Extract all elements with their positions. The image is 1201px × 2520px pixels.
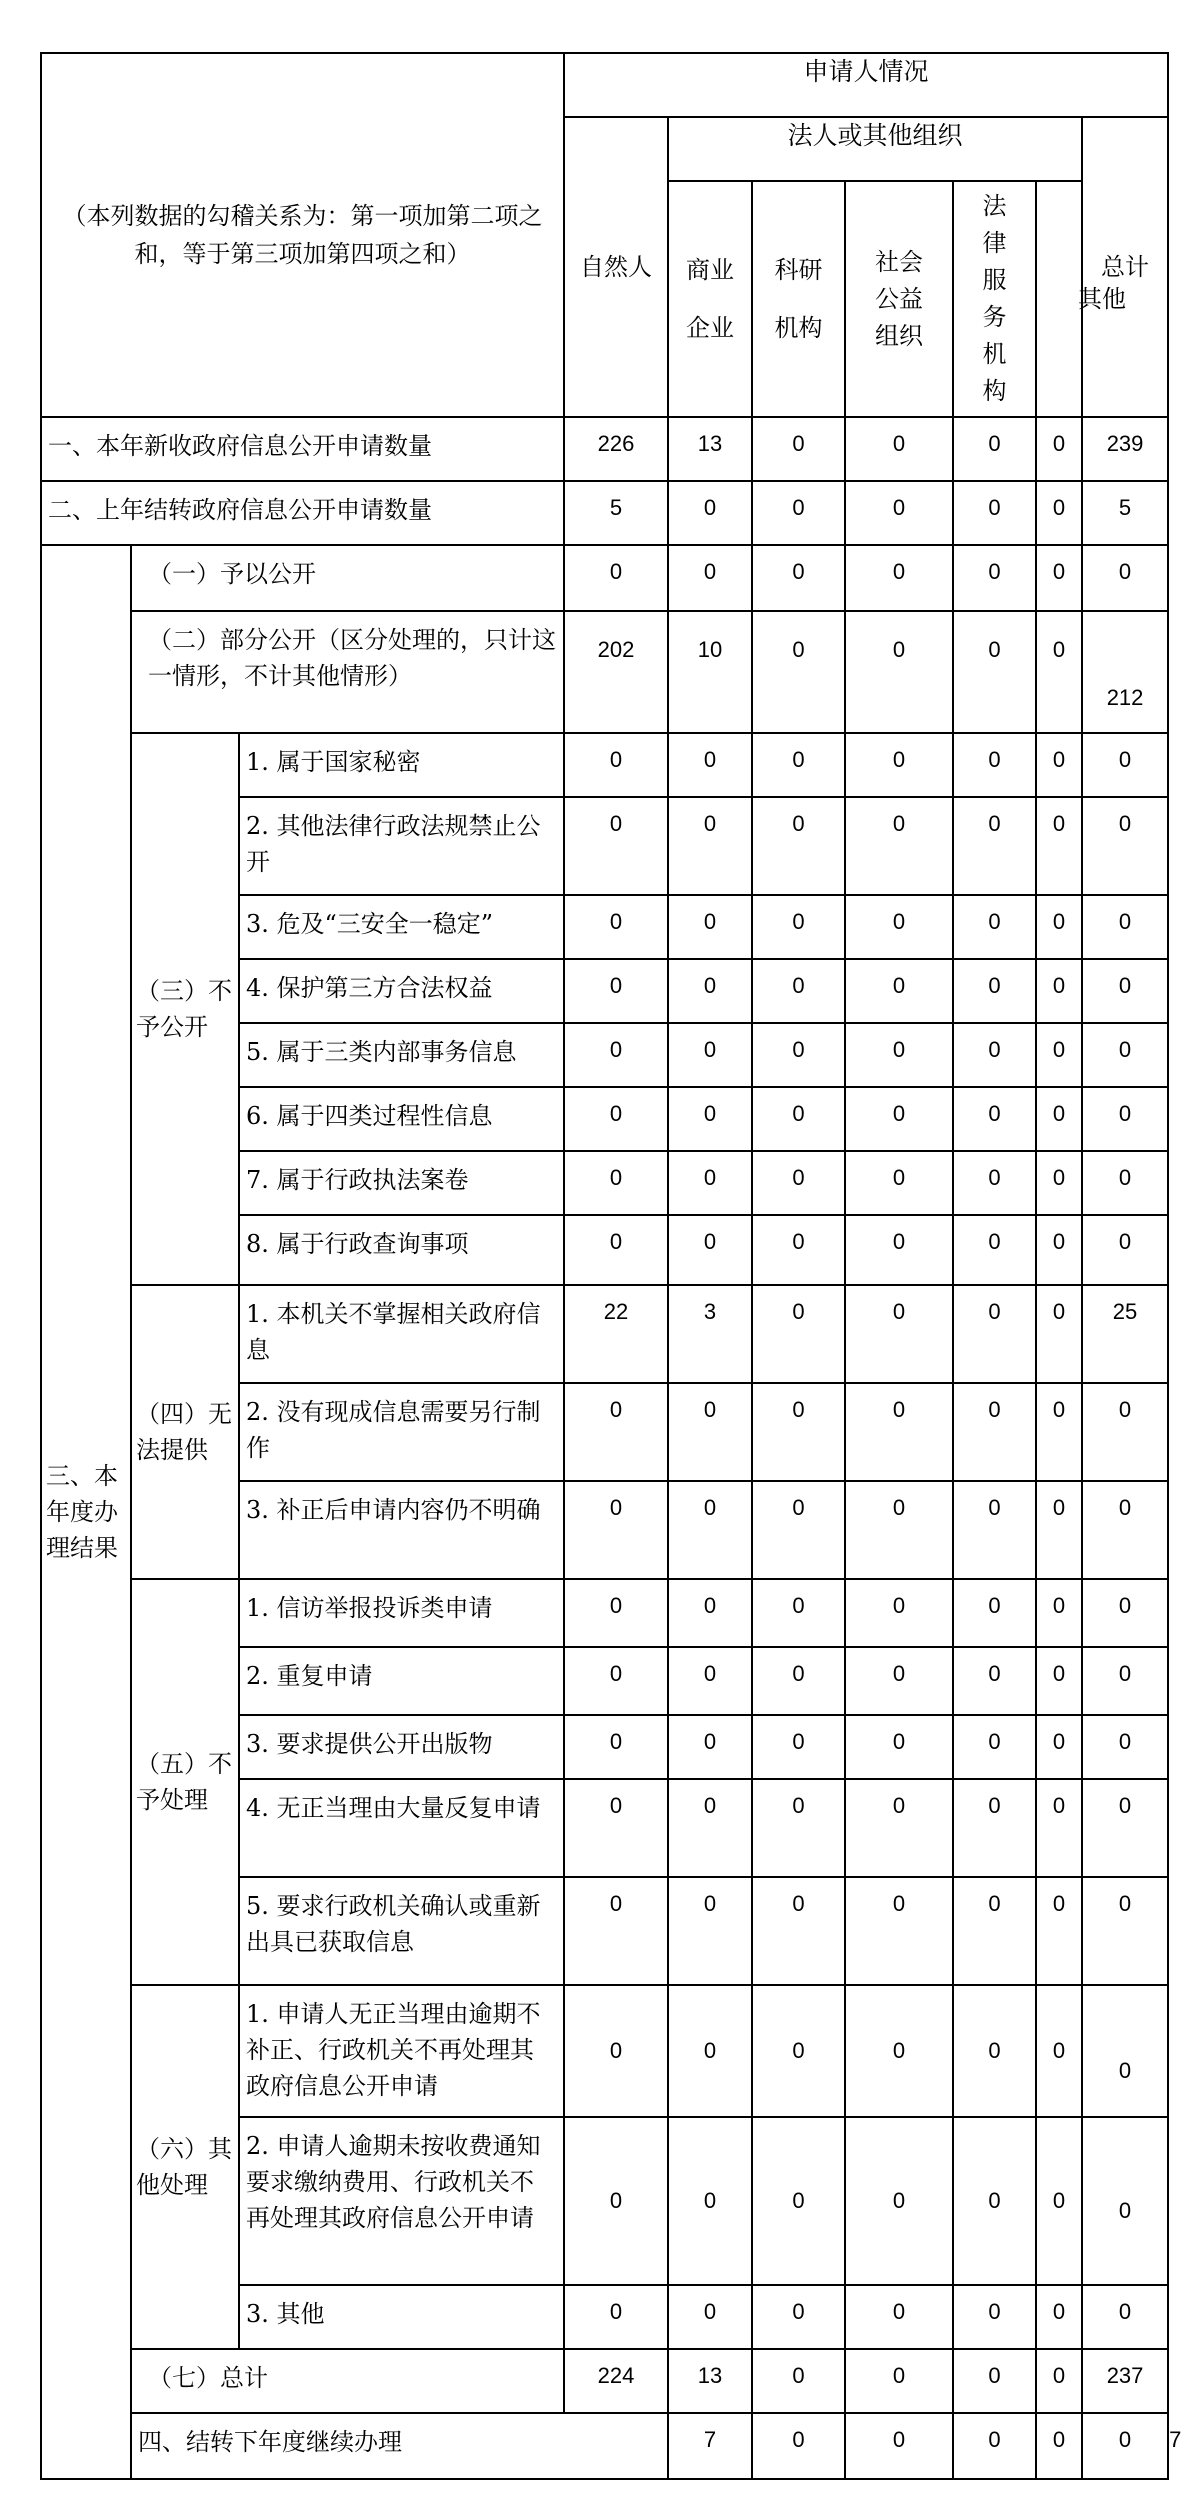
cell-public-welfare: 0: [845, 2117, 953, 2285]
cell-public-welfare: 0: [845, 1647, 953, 1715]
cell-natural-person: 5: [564, 481, 668, 545]
cell-business: 0: [668, 959, 752, 1023]
cell-other: 0: [1036, 611, 1082, 733]
table-row: [41, 481, 1168, 545]
cell-research: 0: [752, 1481, 845, 1579]
cell-legal-service: 0: [953, 611, 1036, 733]
row-label: 6. 属于四类过程性信息: [239, 1087, 564, 1151]
col-header-research-text: 科研机构: [774, 256, 823, 342]
row-label: 1. 申请人无正当理由逾期不补正、行政机关不再处理其政府信息公开申请: [239, 1985, 564, 2117]
cell-research: 0: [752, 2117, 845, 2285]
row-label: 7. 属于行政执法案卷: [239, 1151, 564, 1215]
cell-total: 0: [1082, 1715, 1168, 1779]
cell-other: 0: [1036, 1647, 1082, 1715]
cell-legal-service: 0: [953, 417, 1036, 481]
cell-total: 0: [1082, 733, 1168, 797]
cell-legal-service: 0: [953, 2349, 1036, 2413]
cell-other: 0: [1036, 797, 1082, 895]
row-label: 8. 属于行政查询事项: [239, 1215, 564, 1285]
cell-natural-person: 0: [564, 733, 668, 797]
cell-public-welfare: 0: [845, 1985, 953, 2117]
cell-public-welfare: 0: [845, 1023, 953, 1087]
cell-legal-service: 0: [953, 1579, 1036, 1647]
table-row: [41, 545, 1168, 611]
cell-research: 0: [752, 545, 845, 611]
cell-research: 0: [752, 1383, 845, 1481]
cell-total: 0: [1082, 1023, 1168, 1087]
cell-other: 0: [1036, 1877, 1082, 1985]
cell-natural-person: 22: [564, 1285, 668, 1383]
cell-business: 0: [668, 797, 752, 895]
table-row: 四、结转下年度继续办理 7 0 0 0 0 0 7: [41, 2413, 1168, 2479]
row-label: （七）总计: [131, 2349, 564, 2413]
cell-legal-service: 0: [953, 1985, 1036, 2117]
cell-natural-person: 0: [564, 1647, 668, 1715]
cell-research: 0: [752, 2285, 845, 2349]
cell-other: 0: [1036, 959, 1082, 1023]
cell-business: 0: [668, 1579, 752, 1647]
cell-other: 0: [1036, 1779, 1082, 1877]
col-header-other: 其他: [1036, 181, 1168, 417]
cell-legal-service: 0: [953, 2285, 1036, 2349]
cell-public-welfare: 0: [845, 611, 953, 733]
cell-total: 0: [1082, 1383, 1168, 1481]
cell-business: 0: [668, 2117, 752, 2285]
cell-research: 0: [752, 797, 845, 895]
cell-total: 5: [1082, 481, 1168, 545]
cell-natural-person: 0: [564, 1087, 668, 1151]
cell-natural-person: 0: [564, 895, 668, 959]
cell-other: 0: [1036, 1383, 1082, 1481]
cell-natural-person: 0: [564, 545, 668, 611]
row-label: 2. 没有现成信息需要另行制作: [239, 1383, 564, 1481]
col-header-public-welfare-text: 社会公益组织: [875, 247, 924, 350]
cell-total: 0: [1082, 959, 1168, 1023]
cell-legal-service: 0: [953, 1151, 1036, 1215]
cell-public-welfare: 0: [845, 1215, 953, 1285]
cell-other: 0: [1036, 733, 1082, 797]
cell-public-welfare: 0: [845, 1481, 953, 1579]
cell-public-welfare: 0: [845, 481, 953, 545]
col-header-total: 总计: [1082, 117, 1168, 417]
cell-business: 0: [668, 481, 752, 545]
row-label: 1. 本机关不掌握相关政府信息: [239, 1285, 564, 1383]
cell-other: 0: [1036, 1215, 1082, 1285]
cell-public-welfare: 0: [845, 2285, 953, 2349]
cell-research: 0: [752, 1877, 845, 1985]
row-label: 3. 危及“三安全一稳定”: [239, 895, 564, 959]
cell-natural-person: 224: [564, 2349, 668, 2413]
cell-other: 0: [1036, 2117, 1082, 2285]
row-label: 3. 其他: [239, 2285, 564, 2349]
cell-business: 13: [668, 417, 752, 481]
cell-business: 13: [668, 2349, 752, 2413]
table-note: （本列数据的勾稽关系为：第一项加第二项之和，等于第三项加第四项之和）: [41, 53, 564, 417]
cell-other: 0: [1036, 481, 1082, 545]
cell-other: 0: [1036, 2349, 1082, 2413]
cell-natural-person: 0: [564, 1481, 668, 1579]
cell-total: 0: [1082, 545, 1168, 611]
row-label: 4. 无正当理由大量反复申请: [239, 1779, 564, 1877]
row-label: 4. 保护第三方合法权益: [239, 959, 564, 1023]
cell-natural-person: 0: [564, 1877, 668, 1985]
cell-total: 237: [1082, 2349, 1168, 2413]
cell-natural-person: 226: [564, 417, 668, 481]
cell-total: 0: [1082, 1985, 1168, 2117]
row-label: 5. 要求行政机关确认或重新出具已获取信息: [239, 1877, 564, 1985]
cell-public-welfare: 0: [845, 1151, 953, 1215]
row-label: 一、本年新收政府信息公开申请数量: [41, 417, 564, 481]
cell-business: 0: [668, 1985, 752, 2117]
cell-natural-person: 0: [564, 959, 668, 1023]
cell-public-welfare: 0: [845, 1877, 953, 1985]
col-header-business: [668, 181, 752, 417]
cell-legal-service: 0: [953, 545, 1036, 611]
cell-total: 0: [1082, 797, 1168, 895]
cell-other: 0: [1036, 545, 1082, 611]
cell-research: 0: [752, 417, 845, 481]
cell-total: 0: [1082, 895, 1168, 959]
cell-natural-person: 0: [564, 1779, 668, 1877]
row-label: 二、上年结转政府信息公开申请数量: [41, 481, 564, 545]
cell-legal-service: 0: [953, 1779, 1036, 1877]
cell-business: 0: [668, 2285, 752, 2349]
cell-public-welfare: 0: [845, 1779, 953, 1877]
cell-natural-person: 0: [564, 2117, 668, 2285]
table-row: [41, 1985, 1168, 2117]
cell-total: 0: [1082, 1877, 1168, 1985]
row-label: （一）予以公开: [131, 545, 564, 611]
cell-research: 0: [752, 733, 845, 797]
cell-research: 0: [752, 1985, 845, 2117]
cell-other: 0: [1036, 1481, 1082, 1579]
cell-legal-service: 0: [953, 1481, 1036, 1579]
table-row: [41, 611, 1168, 733]
cell-public-welfare: 0: [845, 1087, 953, 1151]
cell-public-welfare: 0: [845, 895, 953, 959]
cell-total: 0: [1082, 1779, 1168, 1877]
report-table-container: [40, 52, 1182, 2480]
cell-legal-service: 0: [953, 959, 1036, 1023]
cell-research: 0: [752, 959, 845, 1023]
cell-research: 0: [752, 1087, 845, 1151]
cell-natural-person: 0: [564, 1215, 668, 1285]
row-label: 2. 申请人逾期未按收费通知要求缴纳费用、行政机关不再处理其政府信息公开申请: [239, 2117, 564, 2285]
group-6-label: （六）其他处理: [131, 1985, 239, 2349]
cell-legal-service: 0: [1036, 2413, 1082, 2479]
cell-research: 0: [845, 2413, 953, 2479]
group-3-label: （三）不予公开: [131, 733, 239, 1285]
cell-natural-person: 0: [564, 1023, 668, 1087]
cell-public-welfare: 0: [845, 1285, 953, 1383]
cell-total: 25: [1082, 1285, 1168, 1383]
cell-legal-service: 0: [953, 1285, 1036, 1383]
table-row: [41, 1579, 1168, 1647]
row-label: 2. 重复申请: [239, 1647, 564, 1715]
table-row: [41, 2349, 1168, 2413]
col-header-research: [752, 181, 845, 417]
cell-business: 0: [668, 1877, 752, 1985]
cell-business: 0: [668, 1087, 752, 1151]
cell-business: 0: [668, 1023, 752, 1087]
cell-research: 0: [752, 1647, 845, 1715]
cell-public-welfare: 0: [845, 733, 953, 797]
cell-total: 0: [1082, 1481, 1168, 1579]
cell-research: 0: [752, 1285, 845, 1383]
cell-public-welfare: 0: [845, 1383, 953, 1481]
cell-business: 0: [752, 2413, 845, 2479]
group-4-label: （四）无法提供: [131, 1285, 239, 1579]
cell-public-welfare: 0: [953, 2413, 1036, 2479]
cell-business: 0: [668, 1715, 752, 1779]
cell-total: 239: [1082, 417, 1168, 481]
cell-other: 0: [1082, 2413, 1168, 2479]
cell-public-welfare: 0: [845, 545, 953, 611]
section-3-label: 三、本年度办理结果: [41, 545, 131, 2479]
cell-legal-service: 0: [953, 2117, 1036, 2285]
cell-natural-person: 0: [564, 1715, 668, 1779]
cell-other: 0: [1036, 1087, 1082, 1151]
row-label: 5. 属于三类内部事务信息: [239, 1023, 564, 1087]
col-header-legal-service: [953, 181, 1036, 417]
cell-legal-service: 0: [953, 1023, 1036, 1087]
cell-total: 0: [1082, 1579, 1168, 1647]
table-row: [41, 417, 1168, 481]
cell-legal-service: 0: [953, 797, 1036, 895]
row-label: 1. 属于国家秘密: [239, 733, 564, 797]
cell-total: 0: [1082, 1647, 1168, 1715]
cell-research: 0: [752, 1779, 845, 1877]
cell-natural-person: 0: [564, 1383, 668, 1481]
header-row-1: [41, 53, 1168, 117]
cell-public-welfare: 0: [845, 2349, 953, 2413]
cell-other: 0: [1036, 1151, 1082, 1215]
cell-legal-service: 0: [953, 1215, 1036, 1285]
cell-other: 0: [1036, 1715, 1082, 1779]
cell-total: 0: [1082, 1151, 1168, 1215]
cell-business: 0: [668, 1779, 752, 1877]
cell-business: 0: [668, 1151, 752, 1215]
cell-total: 212: [1082, 611, 1168, 733]
row-label: 3. 要求提供公开出版物: [239, 1715, 564, 1779]
applicant-header: 申请人情况: [564, 53, 1168, 117]
cell-business: 0: [668, 1481, 752, 1579]
group-5-label: （五）不予处理: [131, 1579, 239, 1985]
row-label: （二）部分公开（区分处理的，只计这一情形，不计其他情形）: [131, 611, 564, 733]
col-header-public-welfare: [845, 181, 953, 417]
cell-research: 0: [752, 1715, 845, 1779]
cell-legal-service: 0: [953, 1715, 1036, 1779]
legal-group-header: 法人或其他组织: [668, 117, 1082, 181]
cell-business: 0: [668, 1215, 752, 1285]
cell-legal-service: 0: [953, 895, 1036, 959]
cell-public-welfare: 0: [845, 417, 953, 481]
cell-business: 10: [668, 611, 752, 733]
cell-legal-service: 0: [953, 1383, 1036, 1481]
cell-natural-person: 7: [668, 2413, 752, 2479]
cell-other: 0: [1036, 1285, 1082, 1383]
cell-research: 0: [752, 895, 845, 959]
cell-business: 0: [668, 1383, 752, 1481]
cell-other: 0: [1036, 417, 1082, 481]
cell-research: 0: [752, 1579, 845, 1647]
col-header-business-text: 商业企业: [686, 256, 735, 342]
cell-research: 0: [752, 2349, 845, 2413]
cell-legal-service: 0: [953, 1647, 1036, 1715]
cell-public-welfare: 0: [845, 1579, 953, 1647]
cell-legal-service: 0: [953, 481, 1036, 545]
cell-other: 0: [1036, 1023, 1082, 1087]
table-row: [41, 1285, 1168, 1383]
cell-other: 0: [1036, 895, 1082, 959]
cell-total: 0: [1082, 2285, 1168, 2349]
table-row: [41, 733, 1168, 797]
col-header-natural-person: 自然人: [564, 117, 668, 417]
cell-public-welfare: 0: [845, 959, 953, 1023]
cell-research: 0: [752, 611, 845, 733]
cell-other: 0: [1036, 1985, 1082, 2117]
cell-natural-person: 0: [564, 797, 668, 895]
cell-natural-person: 0: [564, 1985, 668, 2117]
cell-legal-service: 0: [953, 1087, 1036, 1151]
row-label: 1. 信访举报投诉类申请: [239, 1579, 564, 1647]
cell-natural-person: 0: [564, 2285, 668, 2349]
cell-natural-person: 202: [564, 611, 668, 733]
cell-natural-person: 0: [564, 1151, 668, 1215]
cell-other: 0: [1036, 2285, 1082, 2349]
cell-research: 0: [752, 1151, 845, 1215]
cell-natural-person: 0: [564, 1579, 668, 1647]
cell-total: 0: [1082, 1215, 1168, 1285]
row-label: 3. 补正后申请内容仍不明确: [239, 1481, 564, 1579]
cell-legal-service: 0: [953, 1877, 1036, 1985]
cell-research: 0: [752, 1215, 845, 1285]
row-label: 四、结转下年度继续办理: [131, 2413, 668, 2479]
cell-business: 0: [668, 1647, 752, 1715]
cell-business: 0: [668, 895, 752, 959]
cell-total: 0: [1082, 2117, 1168, 2285]
disclosure-statistics-table: [40, 52, 1182, 2480]
cell-legal-service: 0: [953, 733, 1036, 797]
cell-other: 0: [1036, 1579, 1082, 1647]
cell-business: 0: [668, 545, 752, 611]
cell-public-welfare: 0: [845, 1715, 953, 1779]
cell-public-welfare: 0: [845, 797, 953, 895]
col-header-legal-service-text: 法律服务机构: [982, 192, 1007, 405]
cell-business: 0: [668, 733, 752, 797]
cell-business: 3: [668, 1285, 752, 1383]
cell-research: 0: [752, 481, 845, 545]
cell-research: 0: [752, 1023, 845, 1087]
row-label: 2. 其他法律行政法规禁止公开: [239, 797, 564, 895]
cell-total: 0: [1082, 1087, 1168, 1151]
